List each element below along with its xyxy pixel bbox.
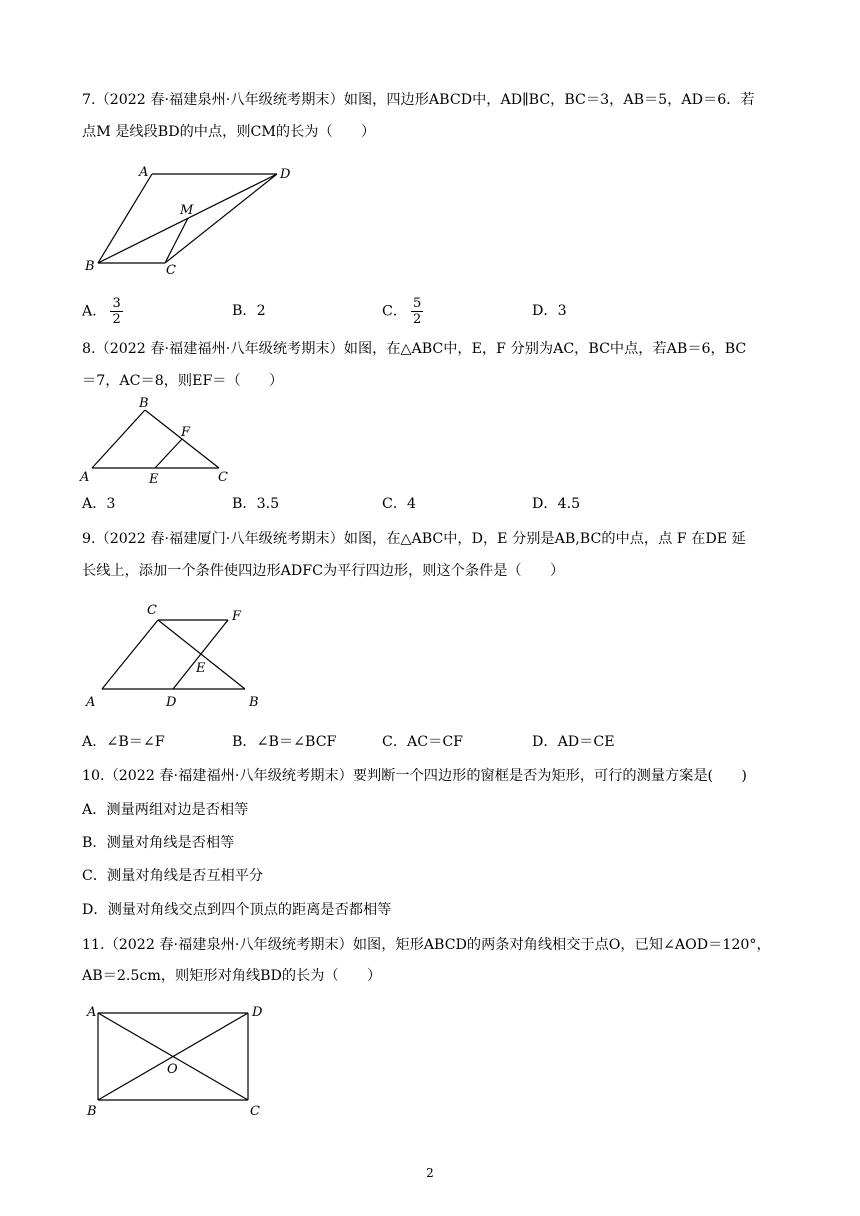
q9-label-e: E [196,661,206,676]
q7-option-a-denominator: 2 [112,312,121,327]
q7-label-d: D [280,167,291,182]
q11-label-b: B [87,1104,97,1119]
q7-text-line2: 点M 是线段BD的中点，则CM的长为（ ） [82,124,376,140]
q7-option-c-numerator: 5 [413,296,422,311]
q10-option-b[interactable]: B．测量对角线是否相等 [82,835,235,851]
q8-text-line1: 8.（2022 春·福建福州·八年级统考期末）如图，在△ABC中，E，F 分别为AC，BC中点，若AB＝6，BC [82,341,747,357]
q8-label-e: E [149,472,159,487]
q11-text-line2: AB＝2.5cm，则矩形对角线BD的长为（ ） [82,968,382,984]
q7-option-c-letter: C． [382,303,408,320]
q7-label-b: B [85,259,95,274]
q10-option-c[interactable]: C．测量对角线是否互相平分 [82,868,264,884]
q9-option-d[interactable]: D．AD＝CE [532,734,615,750]
q9-text-line2: 长线上，添加一个条件使四边形ADFC为平行四边形，则这个条件是（ ） [82,563,565,579]
q9-text-line1: 9.（2022 春·福建厦门·八年级统考期末）如图，在△ABC中，D，E 分别是AB,BC的中点，点 F 在DE 延 [82,531,746,547]
page-number: 2 [426,1166,434,1180]
q9-option-a[interactable]: A．∠B＝∠F [82,734,165,750]
q7-label-c: C [166,263,176,278]
q11-text-line1: 11.（2022 春·福建泉州·八年级统考期末）如图，矩形ABCD的两条对角线相交于点O，已知∠AOD＝120°， [82,937,771,953]
q7-label-m: M [180,203,194,218]
q8-label-a: A [80,470,90,485]
q8-option-c[interactable]: C．4 [382,496,417,512]
q7-option-a-numerator: 3 [112,296,121,311]
q9-label-a: A [86,695,96,710]
q7-option-a-letter: A． [82,303,107,320]
q9-option-b[interactable]: B．∠B＝∠BCF [232,734,337,750]
q11-label-o: O [167,1062,178,1077]
q8-label-f: F [181,425,191,440]
q8-label-c: C [218,470,228,485]
q8-label-b: B [139,396,149,411]
q10-text-line1: 10.（2022 春·福建福州·八年级统考期末）要判断一个四边形的窗框是否为矩形，可行的测量方案是( ) [82,768,747,784]
q9-label-b: B [249,695,259,710]
q7-label-a: A [139,165,149,180]
q7-option-b[interactable]: B．2 [232,303,266,319]
q7-option-d[interactable]: D．3 [532,303,567,319]
q10-option-d[interactable]: D．测量对角线交点到四个顶点的距离是否都相等 [82,902,392,918]
q9-label-d: D [166,695,177,710]
q7-text-line1: 7.（2022 春·福建泉州·八年级统考期末）如图，四边形ABCD中，AD∥BC，BC＝3，AB＝5，AD＝6．若 [82,92,755,108]
q11-label-c: C [250,1104,260,1119]
q9-label-f: F [232,609,242,624]
q11-label-a: A [87,1005,97,1020]
q9-label-c: C [147,603,157,618]
q9-option-c[interactable]: C．AC＝CF [382,734,464,750]
q8-option-a[interactable]: A．3 [82,496,116,512]
q8-option-d[interactable]: D．4.5 [532,496,581,512]
q8-option-b[interactable]: B．3.5 [232,496,280,512]
q7-option-c-denominator: 2 [413,312,422,327]
q8-text-line2: ＝7，AC＝8，则EF＝（ ） [82,373,284,389]
q10-option-a[interactable]: A．测量两组对边是否相等 [82,802,249,818]
q11-label-d: D [252,1005,263,1020]
